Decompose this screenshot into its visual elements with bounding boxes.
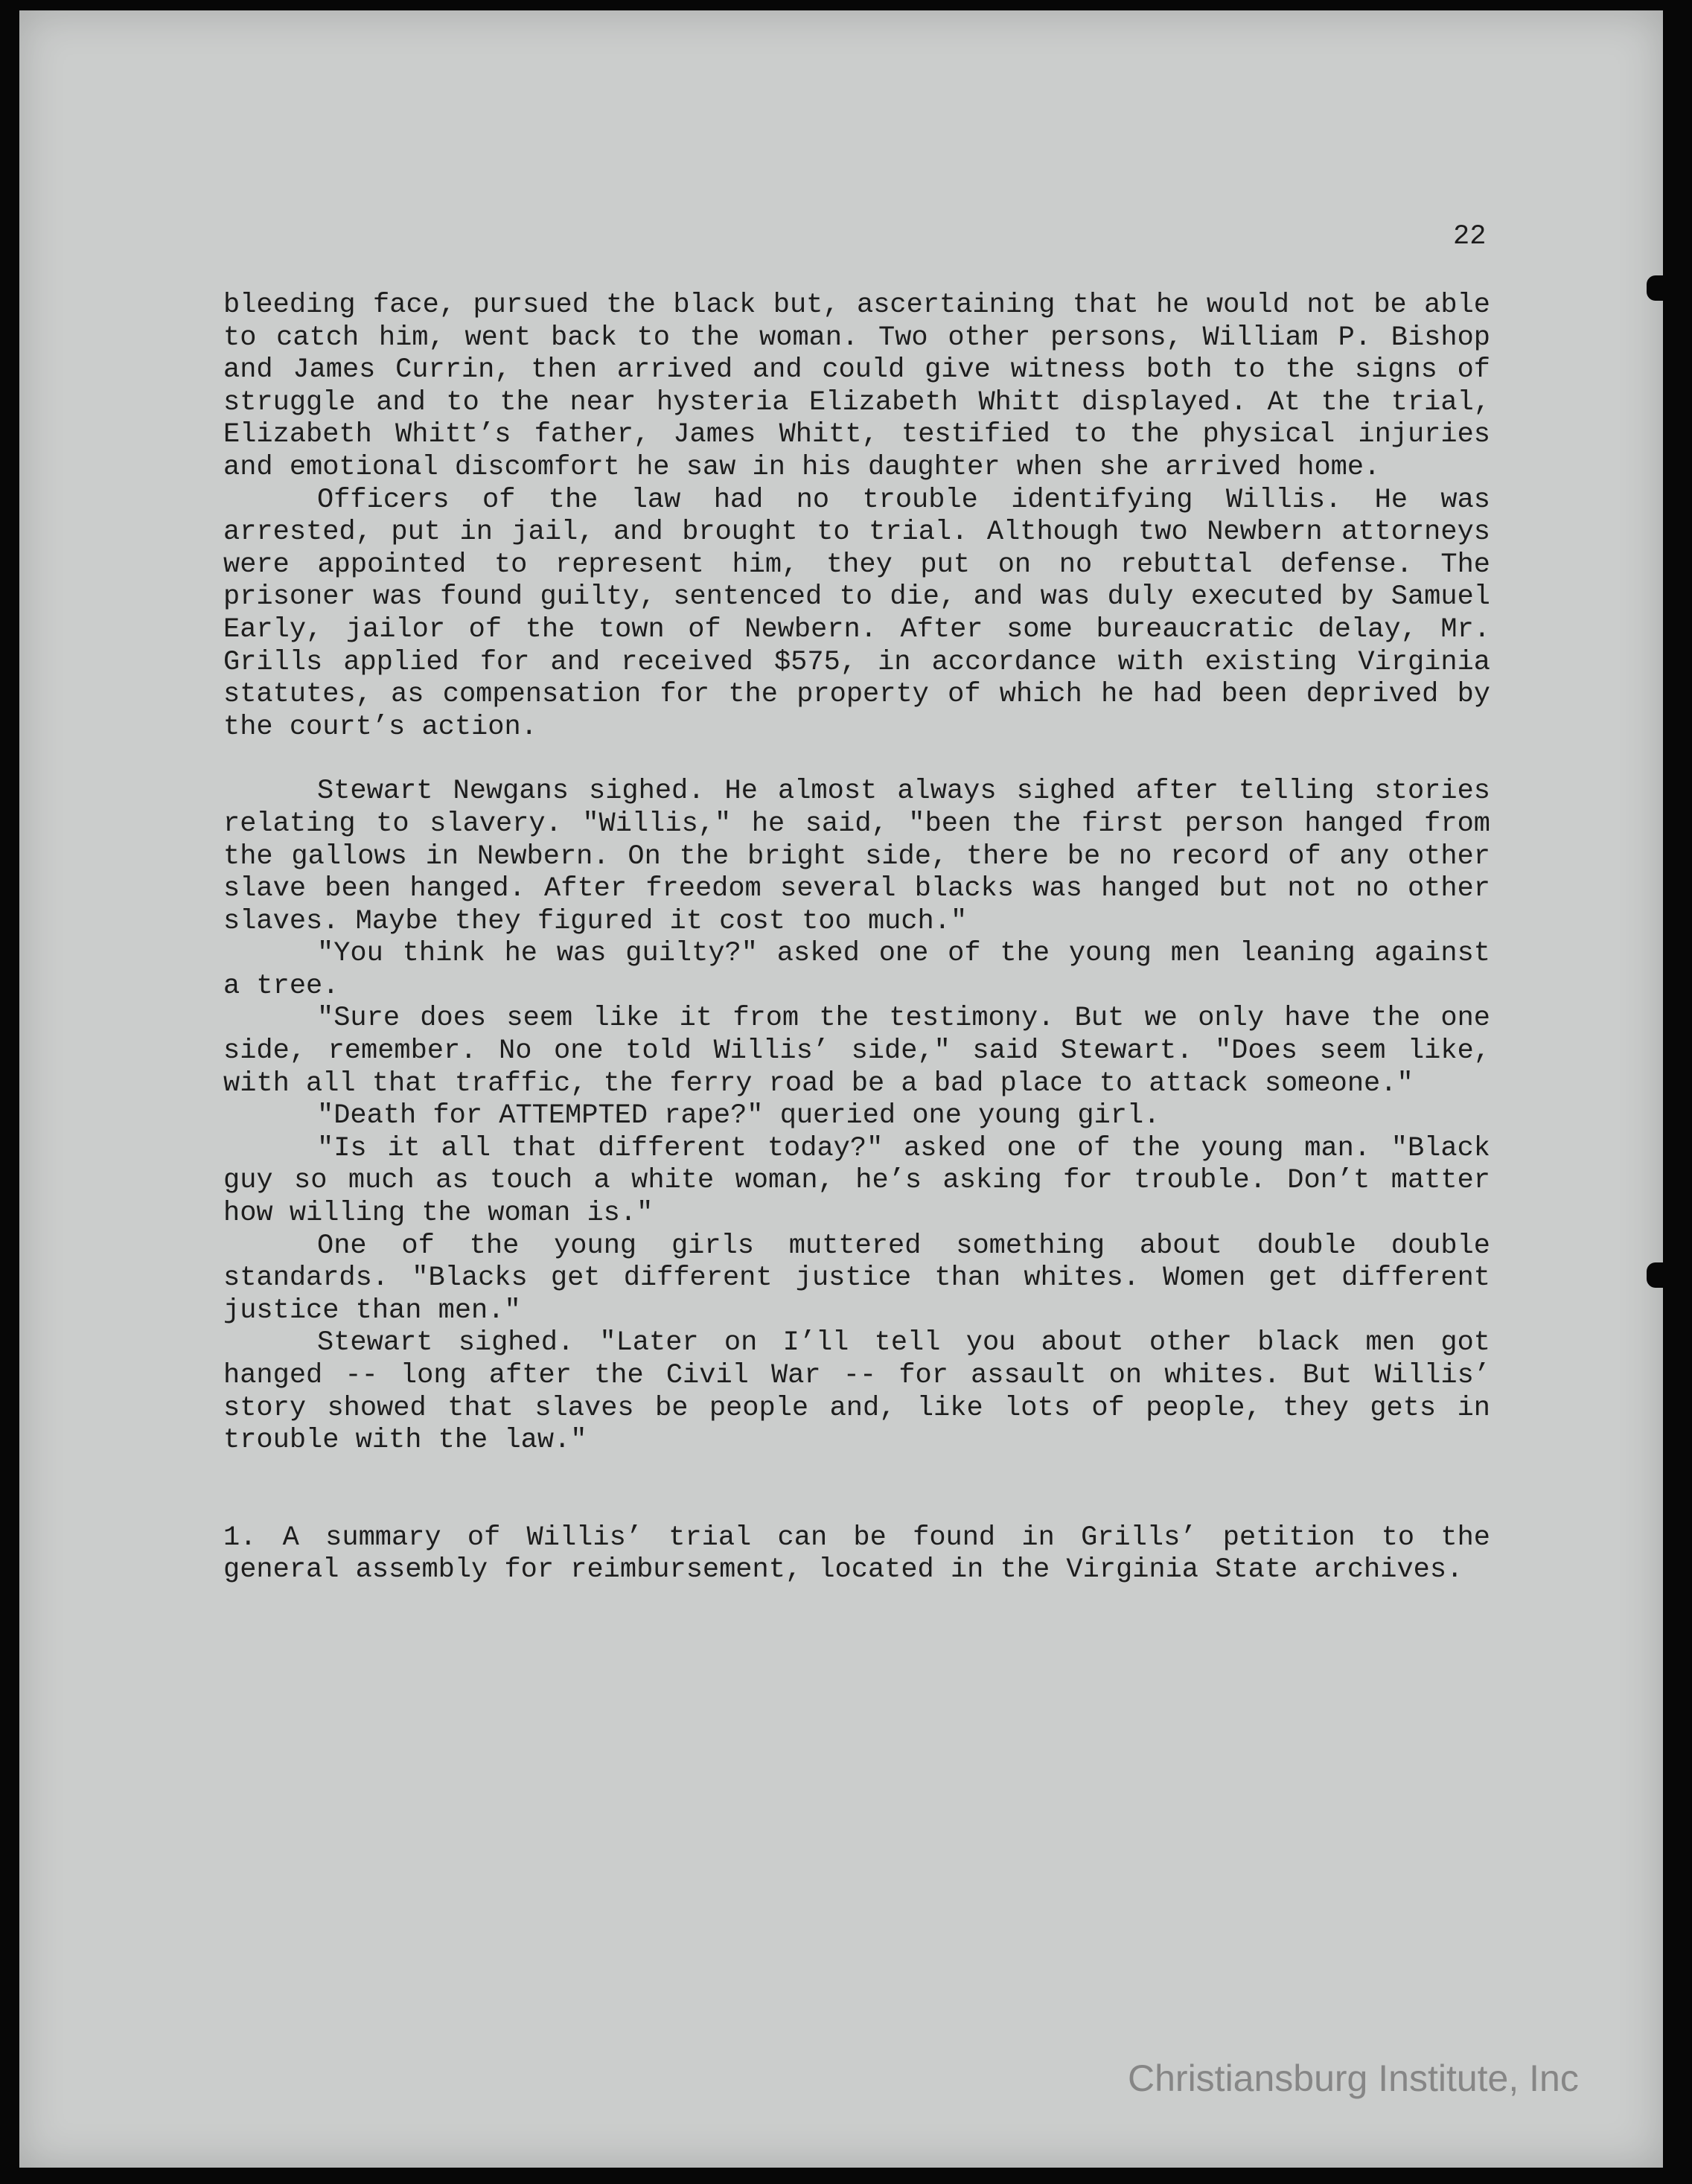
paper-edge-notch xyxy=(1647,275,1663,301)
paper-edge-notch xyxy=(1647,1262,1663,1288)
document-page xyxy=(19,10,1663,2168)
body-paragraph: Stewart sighed. "Later on I’ll tell you about other black men got hanged -- long after the Civil War -- for assault on whites. But Willis’ story showed that slaves be people and, like lots of people, they gets in trouble with the law." xyxy=(223,1327,1490,1457)
body-paragraph: Stewart Newgans sighed. He almost always sighed after telling stories relating to slavery. "Willis," he said, "been the first person hanged from the gallows in Newbern. On the bright side, there be no record of any other slave been hanged. After freedom several blacks was hanged but not no other slaves. Maybe they figured it cost too much." xyxy=(223,776,1490,937)
document-body xyxy=(223,290,1490,1587)
body-paragraph: "Death for ATTEMPTED rape?" queried one young girl. xyxy=(317,1100,1161,1132)
body-paragraph: bleeding face, pursued the black but, ascertaining that he would not be able to catch him, went back to the woman. Two other persons, William P. Bishop and James Currin, then arrived and could give witness both to the signs of struggle and to the near hysteria Elizabeth Whitt displayed. At the trial, Elizabeth Whitt’s father, James Whitt, testified to the physical injuries and emotional discomfort he saw in his daughter when she arrived home. xyxy=(223,290,1490,483)
page-number: 22 xyxy=(1453,221,1487,252)
watermark: Christiansburg Institute, Inc xyxy=(1128,2057,1579,2099)
body-paragraph: Officers of the law had no trouble identifying Willis. He was arrested, put in jail, and brought to trial. Although two Newbern attorneys were appointed to represent him, they put on no rebuttal defense. The prisoner was found guilty, sentenced to die, and was duly executed by Samuel Early, jailor of the town of Newbern. After some bureaucratic delay, Mr. Grills applied for and received $575, in accordance with existing Virginia statutes, as compensation for the property of which he had been deprived by the court’s action. xyxy=(223,484,1490,743)
body-paragraph: One of the young girls muttered something about double double standards. "Blacks get different justice than whites. Women get different justice than men." xyxy=(223,1230,1490,1326)
footnote: 1. A summary of Willis’ trial can be found in Grills’ petition to the general assembly for reimbursement, located in the Virginia State archives. xyxy=(223,1522,1490,1586)
body-paragraph: "Sure does seem like it from the testimony. But we only have the one side, remember. No one told Willis’ side," said Stewart. "Does seem like, with all that traffic, the ferry road be a bad place to attack someone." xyxy=(223,1003,1490,1099)
body-paragraph: "Is it all that different today?" asked one of the young man. "Black guy so much as touch a white woman, he’s asking for trouble. Don’t matter how willing the woman is." xyxy=(223,1132,1490,1230)
body-paragraph: "You think he was guilty?" asked one of the young men leaning against a tree. xyxy=(223,938,1490,1002)
